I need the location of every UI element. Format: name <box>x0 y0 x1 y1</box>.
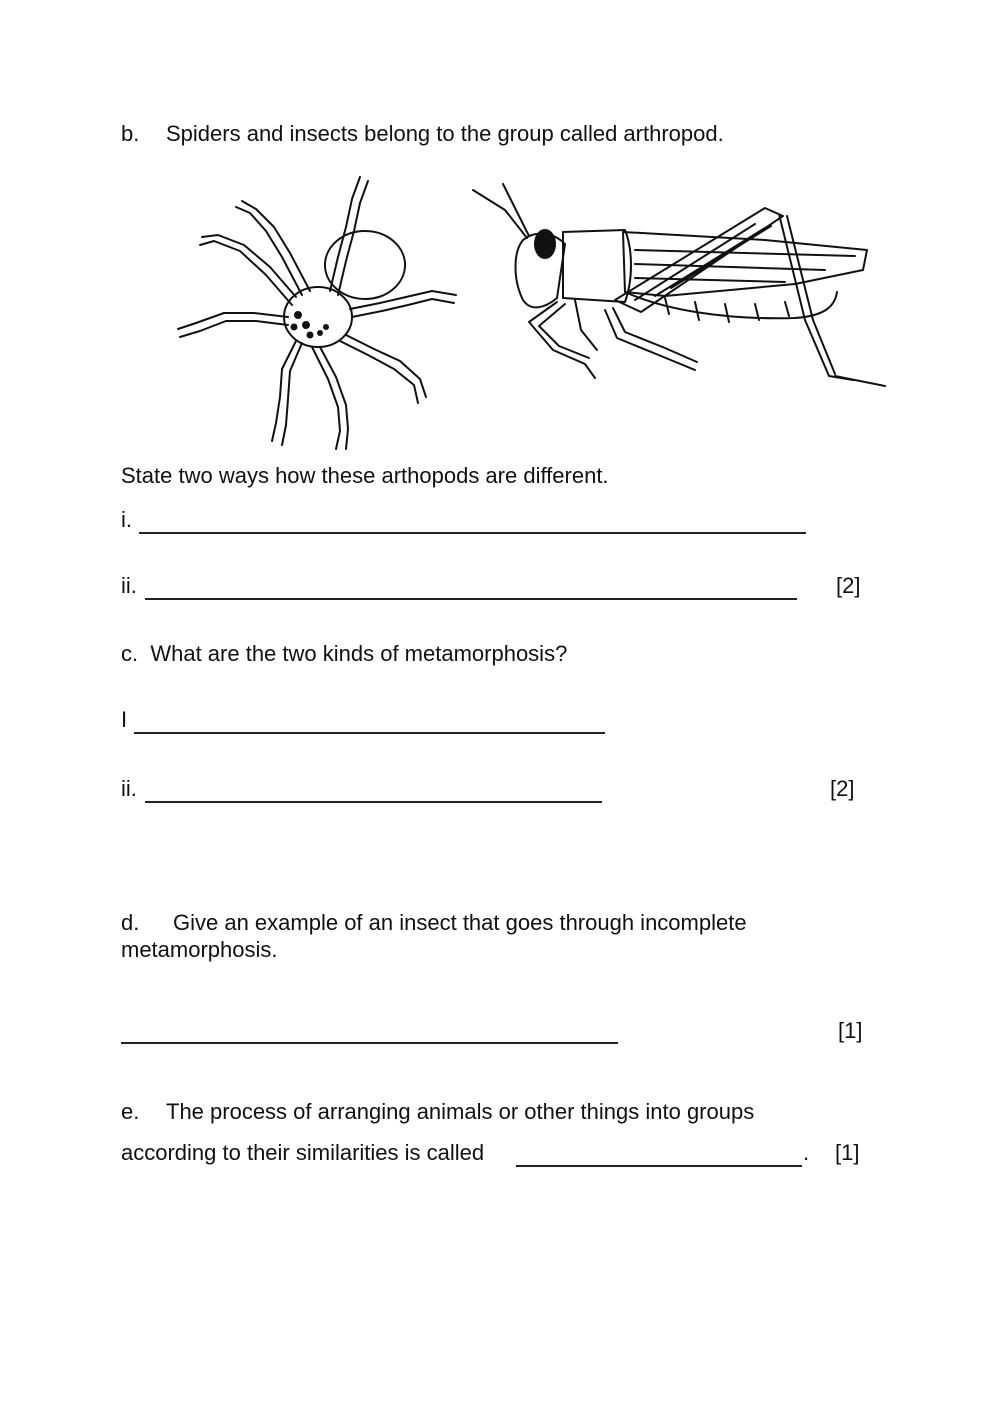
question-e-label: e. <box>121 1099 140 1124</box>
question-b-answer-i-field[interactable] <box>139 506 806 534</box>
question-e-text-line2: according to their similarities is called <box>121 1140 485 1165</box>
question-c-answer-ii-field[interactable] <box>145 775 602 803</box>
question-b-answer-ii-label: ii. <box>121 573 137 598</box>
spider-illustration <box>170 165 470 455</box>
question-c-answer-ii-label: ii. <box>121 776 137 801</box>
question-e-marks: [1] <box>835 1140 860 1165</box>
grasshopper-thorax <box>563 230 631 302</box>
question-c-answer-i-field[interactable] <box>134 706 605 734</box>
question-b-answer-ii-field[interactable] <box>145 572 797 600</box>
spider-legs <box>178 177 456 449</box>
question-c-answer-i-label: I <box>121 707 128 732</box>
question-c-text: c. What are the two kinds of metamorphosis? <box>121 641 568 666</box>
grasshopper-eye <box>535 230 555 258</box>
question-c-marks: [2] <box>830 776 855 801</box>
question-b-prompt: State two ways how these arthopods are different. <box>121 463 609 488</box>
question-b-marks: [2] <box>836 573 861 598</box>
question-d-label: d. <box>121 910 140 935</box>
question-b-answer-i-label: i. <box>121 507 132 532</box>
question-d-text-line2: metamorphosis. <box>121 937 278 962</box>
question-e-answer-field[interactable] <box>516 1139 802 1167</box>
question-e-end-punct: . <box>803 1140 810 1165</box>
question-b-label: b. <box>121 121 140 146</box>
question-d-marks: [1] <box>838 1018 863 1043</box>
question-d-answer-field[interactable] <box>121 1016 618 1044</box>
question-e-text-line1: The process of arranging animals or other things into groups <box>166 1099 755 1124</box>
question-d-text-line1: Give an example of an insect that goes through incomplete <box>173 910 747 935</box>
grasshopper-illustration <box>465 180 890 395</box>
question-b-text: Spiders and insects belong to the group called arthropod. <box>166 121 724 146</box>
